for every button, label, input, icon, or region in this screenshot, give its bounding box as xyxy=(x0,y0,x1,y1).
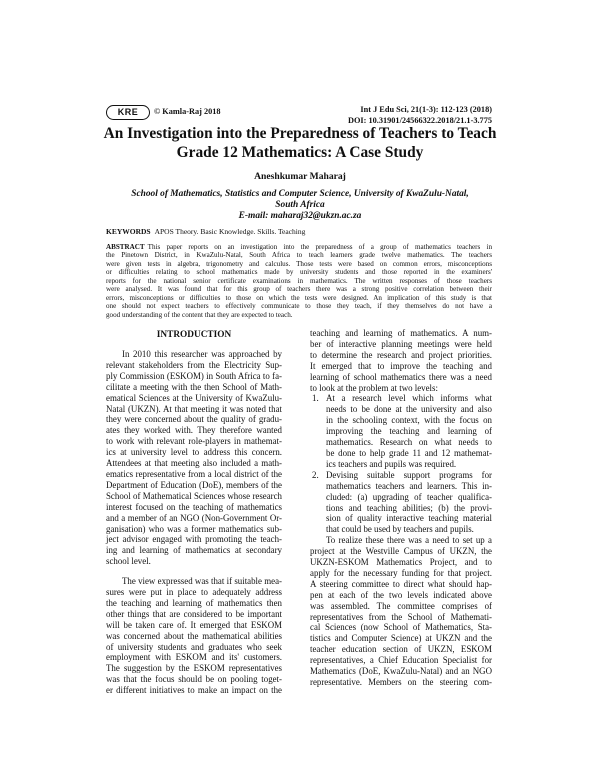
keywords-text: APOS Theory. Basic Knowledge. Skills. Teaching xyxy=(154,227,306,236)
text-line: School of Mathematical Sciences whose research xyxy=(106,490,282,501)
text-line: ber of interactive planning meetings were held xyxy=(310,338,492,349)
text-line: sion of quality interactive teaching material xyxy=(326,513,492,524)
abstract-line: one should not expect teachers to effectively communicate to those they teach, if they themselves do not have a xyxy=(106,302,492,311)
list-item xyxy=(310,393,492,469)
doi-link[interactable]: DOI: 10.31901/24566322.2018/21.1-3.775 xyxy=(347,116,492,125)
title-line: An Investigation into the Preparedness of Teachers to Teach xyxy=(103,125,497,142)
author-email[interactable]: E-mail: maharaj32@ukzn.ac.za xyxy=(238,211,362,221)
publisher-logo: KRE xyxy=(106,105,150,120)
abstract-line: good understanding of the content that they are expected to teach. xyxy=(106,310,293,319)
text-line: interest focused on the teaching of mathematics xyxy=(106,501,282,512)
text-line: tistics and Computer Science) at UKZN and the xyxy=(310,633,492,644)
text-line: Natal (UKZN). At that meeting it was noted that xyxy=(106,403,282,414)
abstract-line: ABSTRACT This paper reports on an investigation into the preparedness of a group of mathematics teachers in xyxy=(106,243,492,251)
left-column xyxy=(106,329,282,696)
text-line: teaching and learning of mathematics. A num- xyxy=(310,328,492,338)
text-line: will be taken care of. It emerged that ESKOM xyxy=(106,619,282,630)
text-line: It emerged that to improve the teaching and xyxy=(310,360,492,371)
text-line: tions and teaching abilities; (b) the provi- xyxy=(326,502,492,513)
text-line: Department of Education (DoE), members of the xyxy=(106,479,282,490)
text-line: improving the teaching and learning of xyxy=(326,426,492,437)
text-line: representatives, a Chief Education Specialist for xyxy=(310,655,492,666)
text-line: to look at the problem at two levels: xyxy=(310,382,438,393)
text-line: ing and learning of mathematics at secondary xyxy=(106,545,282,556)
text-line: Devising suitable support programs for xyxy=(326,469,492,480)
text-line: to work with relevant role-players in mathemat- xyxy=(106,436,282,447)
text-line: project at the Westville Campus of UKZN, the xyxy=(310,546,492,557)
text-line: ematics representative from a local district of the xyxy=(106,468,282,479)
text-line: cluded: (a) upgrading of teacher qualifica- xyxy=(326,491,492,502)
text-line: representatives from the School of Mathemati- xyxy=(310,611,492,622)
text-line: representative. Members on the steering com- xyxy=(310,677,492,687)
text-line: mathematics teachers and learners. This in- xyxy=(326,480,492,491)
author-affiliation xyxy=(110,189,490,222)
text-line: mathematics. Research on what needs to xyxy=(326,437,492,448)
text-line: ematical Sciences at the University of KwaZulu- xyxy=(106,392,282,403)
list-number: 1. xyxy=(312,393,319,404)
text-line: be done to help grade 11 and 12 mathemat- xyxy=(326,447,492,458)
text-line: other things that are considered to be important xyxy=(106,608,282,619)
text-line: ject advisor engaged with promoting the teach- xyxy=(106,534,282,545)
journal-reference: Int J Edu Sci, 21(1-3): 112-123 (2018) xyxy=(360,105,492,114)
abstract-label: ABSTRACT xyxy=(106,243,145,251)
text-line: At a research level which informs what xyxy=(326,393,492,404)
text-line: ics at university level to address this concern. xyxy=(106,447,282,458)
copyright-notice: © Kamla-Raj 2018 xyxy=(154,107,221,116)
text-line: ganisation) who was a former mathematics sub- xyxy=(106,523,282,534)
text-line: needs to be done at the university and also xyxy=(326,404,492,415)
text-line: ics teachers and pupils was required. xyxy=(326,458,457,469)
text-line: was that the focus should be on pooling toget- xyxy=(106,674,282,685)
text-line: In 2010 this researcher was approached by xyxy=(122,349,282,359)
text-line: they were concerned about the quality of gradu- xyxy=(106,414,282,425)
text-line: and a member of an NGO (Non-Government Or- xyxy=(106,512,282,523)
text-line: ates they worked with. They therefore wanted xyxy=(106,425,282,436)
abstract xyxy=(106,243,492,319)
journal-citation xyxy=(348,104,492,126)
text-line: A steering committee to direct what should hap- xyxy=(310,578,492,589)
text-line: cilitate a meeting with the then School of Math- xyxy=(106,381,282,392)
text-line: The suggestion by the ESKOM representatives xyxy=(106,663,282,674)
abstract-line: errors, misconceptions or difficulties to those on which the tests were designed. An implication of this study is that xyxy=(106,293,492,302)
text-line: learning of school mathematics there was a need xyxy=(310,371,492,382)
text-line: was concerned about the mathematical abilities xyxy=(106,630,282,641)
text-line: The view expressed was that if suitable mea- xyxy=(122,576,282,587)
affiliation-line: School of Mathematics, Statistics and Computer Science, University of KwaZulu-Natal, xyxy=(131,189,469,199)
text-line: to determine the research and project priorities. xyxy=(310,349,492,360)
text-line: Mathematics (DoE, KwaZulu-Natal) and an NGO xyxy=(310,666,492,677)
text-line: employment with ESKOM and its' customers. xyxy=(106,652,282,663)
author-name: Aneshkumar Maharaj xyxy=(254,171,346,182)
right-column xyxy=(310,328,492,688)
text-line: cal Sciences (now School of Mathematics, Sta- xyxy=(310,622,492,633)
abstract-line: were given tests in algebra, trigonometry and calculus. Those tests were based on common errors, misconceptions xyxy=(106,259,492,268)
affiliation-line: South Africa xyxy=(275,200,325,210)
list-number: 2. xyxy=(312,469,319,480)
text-line: of university students and graduates who seek xyxy=(106,641,282,652)
abstract-line: were analysed. It was found that for this group of teachers there was a strong positive correlation between their xyxy=(106,285,492,294)
abstract-line: or difficulties relating to school mathematics made by university students and those reported in the examiners' xyxy=(106,268,492,277)
text-line: teacher education section of UKZN, ESKOM xyxy=(310,644,492,655)
title-line: Grade 12 Mathematics: A Case Study xyxy=(176,144,424,161)
text-line: school level. xyxy=(106,556,151,567)
keywords xyxy=(106,227,492,236)
text-line: ply Commission (ESKOM) in South Africa to fa- xyxy=(106,370,282,381)
text-line: Attendees at that meeting also included a math- xyxy=(106,458,282,469)
text-line: pen at each of the two levels indicated above xyxy=(310,589,492,600)
list-item xyxy=(310,470,492,535)
text-line: the teaching and learning of mathematics then xyxy=(106,597,282,608)
abstract-line: the Pinetown District, in KwaZulu-Natal, South Africa to teach learners grade twelve mathematics. The teachers xyxy=(106,251,492,260)
text-line: was assembled. The committee comprises of xyxy=(310,600,492,611)
text-line: apply for the necessary funding for that project. xyxy=(310,567,492,578)
text-line: er different initiatives to make an impact on the xyxy=(106,685,282,696)
text-line: relevant stakeholders from the Electricity Sup- xyxy=(106,359,282,370)
text-line: UKZN-ESKOM Mathematics Project, and to xyxy=(310,557,492,568)
text-line: in the schooling context, with the focus on xyxy=(326,415,492,426)
keywords-label: KEYWORDS xyxy=(106,227,151,236)
abstract-line: reports for the national senior certificate examinations in mathematics. The written responses of those teachers xyxy=(106,276,492,285)
text-line: To realize these there was a need to set up a xyxy=(326,535,492,546)
text-line: sures were put in place to adequately address xyxy=(106,587,282,598)
text-line: that could be used by teachers and pupils. xyxy=(326,524,474,535)
paper-title xyxy=(80,124,520,162)
section-heading-introduction: INTRODUCTION xyxy=(156,330,232,340)
